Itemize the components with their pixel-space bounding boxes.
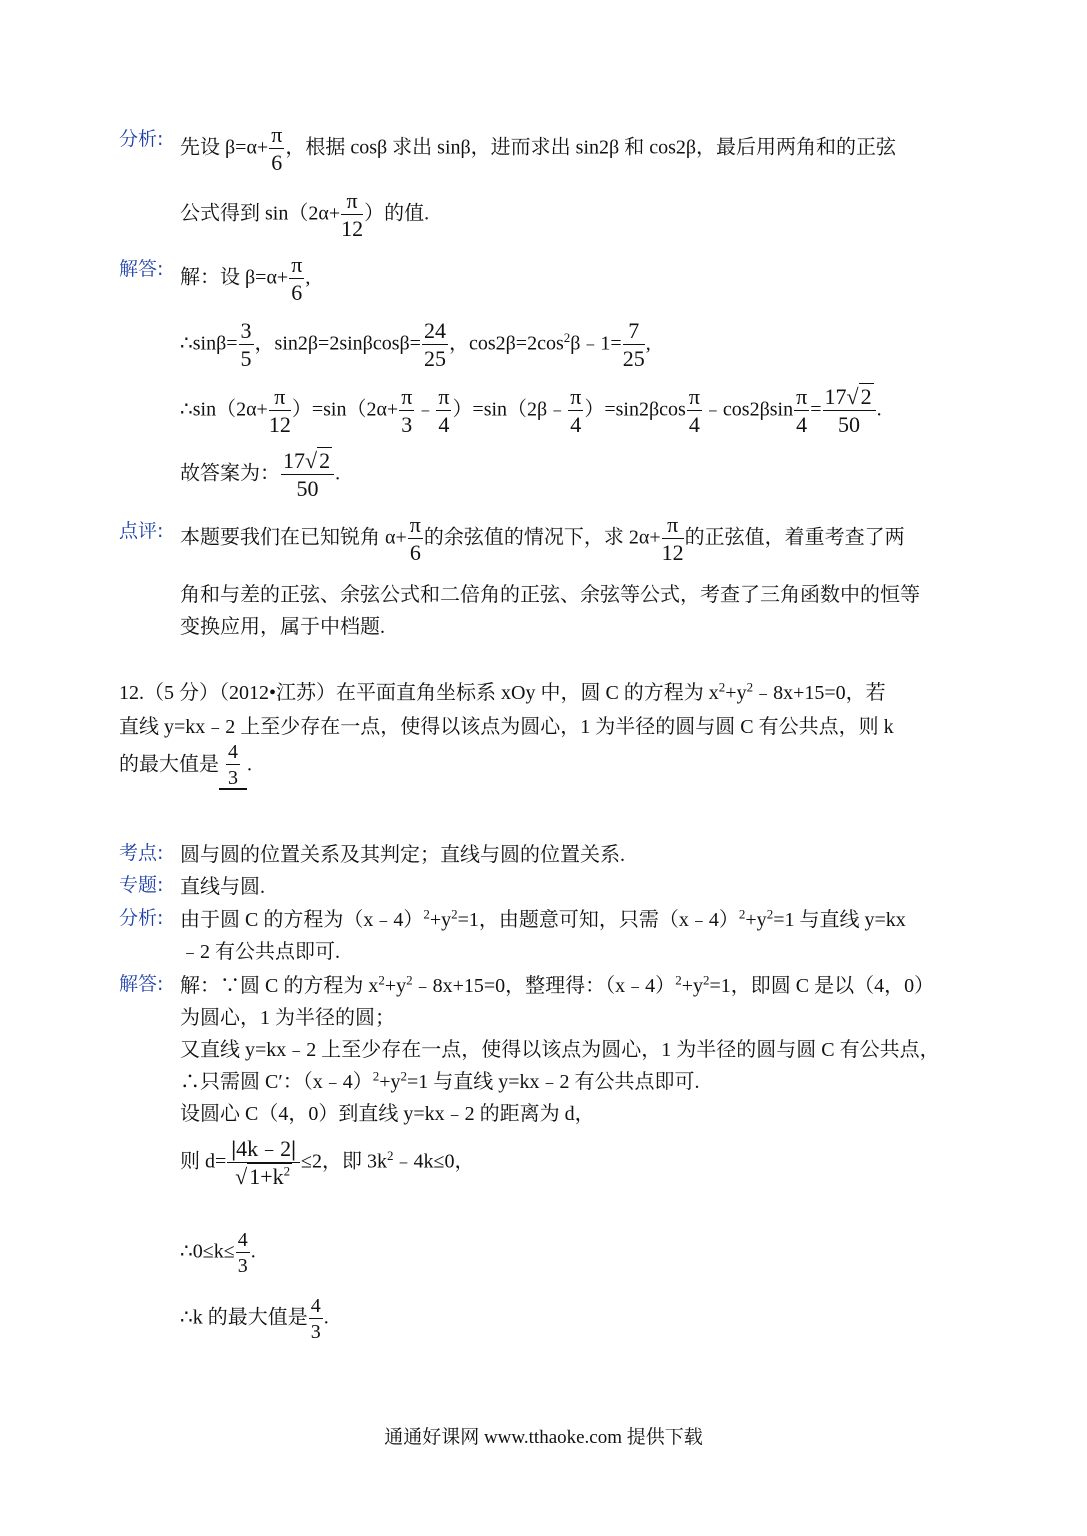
- kaodian-text: 圆与圆的位置关系及其判定；直线与圆的位置关系.: [180, 844, 625, 866]
- q12-analysis-label: 分析:: [119, 907, 164, 929]
- analysis-line-1: 先设 β=α+ $\frac{\pi}{6}$ ，根据 cosβ 求出 sinβ，进而求出 sin2β 和 cos2β，最后用两角和的正弦: [180, 122, 897, 175]
- comment-line-3: 变换应用，属于中档题.: [180, 616, 385, 638]
- answer-blank: $\frac{4}{3}$: [219, 742, 247, 790]
- zhuanti-text: 直线与圆.: [180, 876, 265, 898]
- question-12-line-1: 12.（5 分）（2012•江苏）在平面直角坐标系 xOy 中，圆 C 的方程为 $x^2+y^2﹣8x+15=0$，若: [119, 679, 886, 704]
- q12-solution-line-2: 为圆心，1 为半径的圆；: [180, 1007, 395, 1029]
- page-footer: 通通好课网 www.tthaoke.com 提供下载: [384, 1427, 703, 1448]
- comment-line-1: 本题要我们在已知锐角 α+ $\frac{\pi}{6}$ 的余弦值的情况下，求 2α+ $\frac{\pi}{12}$ 的正弦值，着重考查了两: [180, 512, 905, 565]
- solution-line-1: 解：设 β=α+ $\frac{\pi}{6}$ ,: [180, 252, 311, 305]
- question-12-line-2: 直线 y=kx﹣2 上至少存在一点，使得以该点为圆心，1 为半径的圆与圆 C 有公共点，则 k: [119, 716, 894, 738]
- q12-solution-line-6: 则 d= $\frac{|4k﹣2|}{√1+k^2}$ ≤2，即 $3k^2﹣4k\le 0$，: [180, 1136, 475, 1189]
- q12-analysis-line-2: ﹣2 有公共点即可.: [180, 941, 340, 963]
- analysis-line-2: 公式得到 sin（2α+ $\frac{\pi}{12}$ ）的值.: [180, 188, 430, 241]
- comment-label: 点评:: [119, 520, 164, 542]
- answer-label: 解答:: [119, 258, 164, 280]
- q12-solution-line-8: ∴k 的最大值是 $\frac{4}{3}$ .: [180, 1295, 329, 1343]
- q12-solution-line-5: 设圆心 C（4，0）到直线 y=kx﹣2 的距离为 d，: [180, 1103, 595, 1125]
- q12-solution-line-4: ∴只需圆 C′：$(x﹣4)^2+y^2=1$ 与直线 y=kx﹣2 有公共点即可.: [180, 1068, 700, 1093]
- solution-line-2: ∴sinβ= $\frac{3}{5}$ ，sin2β=2sinβcosβ= $\frac{24}{25}$ ，$\cos 2\beta=2\cos^2\beta﹣1=$ $\frac{7}{25}$ ,: [180, 318, 651, 371]
- kaodian-label: 考点:: [119, 842, 164, 864]
- comment-line-2: 角和与差的正弦、余弦公式和二倍角的正弦、余弦等公式，考查了三角函数中的恒等: [180, 584, 920, 606]
- q12-solution-line-7: ∴0≤k≤ $\frac{4}{3}$ .: [180, 1229, 256, 1277]
- zhuanti-label: 专题:: [119, 874, 164, 896]
- q12-answer-label: 解答:: [119, 973, 164, 995]
- solution-line-3: ∴sin（2α+ $\frac{\pi}{12}$ ）=sin（2α+ $\frac{\pi}{3}$ ﹣ $\frac{\pi}{4}$ ）=sin（2β﹣ $\frac{\pi}{4}$ ）=sin2βcos $\frac{\pi}{4}$ ﹣cos2βsin $\frac{\pi}{4}$ = $\frac{17√2}{50}$ .: [180, 384, 882, 437]
- question-12-line-3: 的最大值是 $\frac{4}{3}$ .: [119, 741, 252, 789]
- analysis-label: 分析:: [119, 128, 164, 150]
- q12-solution-line-3: 又直线 y=kx﹣2 上至少存在一点，使得以该点为圆心，1 为半径的圆与圆 C 有公共点，: [180, 1039, 940, 1061]
- q12-solution-line-1: 解：∵圆 C 的方程为 $x^2+y^2﹣8x+15=0$，整理得：$(x﹣4)^2+y^2=1$，即圆 C 是以（4，0）: [180, 972, 935, 997]
- solution-line-4: 故答案为： $\frac{17√2}{50}$ .: [180, 448, 341, 501]
- q12-analysis-line-1: 由于圆 C 的方程为$(x﹣4)^2+y^2=1$，由题意可知，只需$(x﹣4)^2+y^2=1$ 与直线 y=kx: [180, 906, 906, 931]
